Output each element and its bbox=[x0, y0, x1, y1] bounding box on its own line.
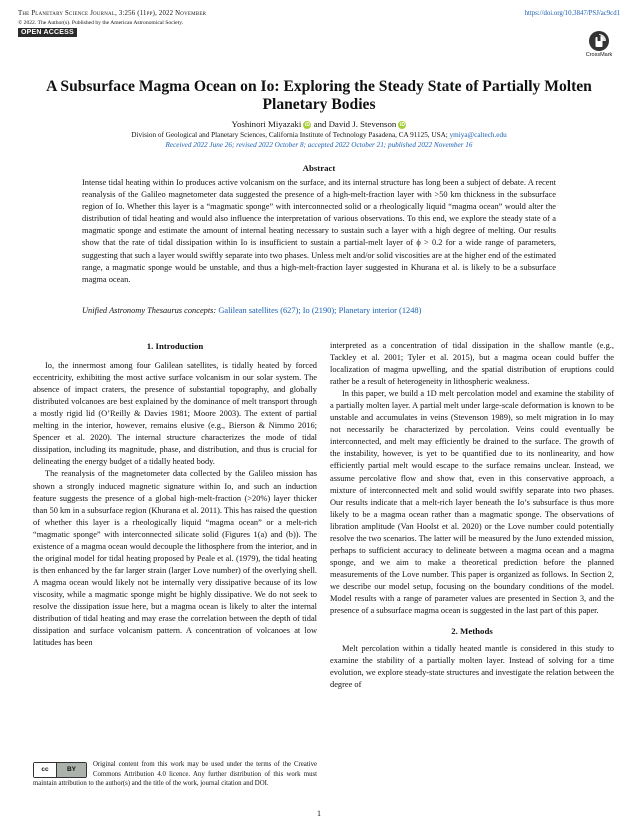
author-separator: and bbox=[311, 119, 329, 129]
open-access-badge: OPEN ACCESS bbox=[18, 28, 77, 37]
paragraph: Io, the innermost among four Galilean satellites, is tidally heated by forced eccentricity, exhibiting the most active surface volcanism in our solar system. The absence of impact craters, the presence of substantial topography, and globally distributed volcanoes are best explained by the dominance of melt transport through a mostly rigid lid (O’Reilly & Davies 1981; Moore 2003). The extent of partial melting in the interior, however, remains elusive (e.g., Bierson & Nimmo 2016; Spencer et al. 2020). The internal structure characterizes the mode of tidal dissipation, including its magnitude, phase, and distribution, and thus is crucial for delineating the energy budget of a tidally heated body. bbox=[33, 361, 317, 467]
journal-citation: The Planetary Science Journal, 3:256 (11pp), 2022 November bbox=[18, 10, 207, 17]
section-heading-introduction: 1. Introduction bbox=[146, 341, 204, 351]
author-name: David J. Stevenson bbox=[328, 119, 397, 129]
section-heading-methods: 2. Methods bbox=[451, 626, 493, 637]
publication-dates: Received 2022 June 26; revised 2022 October 8; accepted 2022 October 21; published 2022 November 16 bbox=[165, 141, 473, 149]
license-text: Original content from this work may be used under the terms of the Creative Commons Attribution 4.0 licence. Any further distribution of this work must maintain attribution to the author(s) and the title of the work, journal citation and DOI. bbox=[33, 761, 317, 788]
abstract-text: Intense tidal heating within Io produces active volcanism on the surface, and its internal structure has long been a subject of debate. A recent reanalysis of the Galileo magnetometer data suggested the presence of a high-melt-fraction layer with >50 km thickness in the subsurface region of Io. Whether this layer is a “magmatic sponge” with interconnected solid or a rheologically liquid “magma ocean” would alter the distribution of tidal heating and would also influence the interpretation of various observations. To this end, we explore the steady state of a magmatic sponge and estimate the amount of internal heating necessary to sustain such a layer with a high degree of melting. Our results show that the rate of tidal dissipation within Io is insufficient to sustain a partial-melt layer of ϕ > 0.2 for a wide range of parameters, suggesting that such a layer would swiftly separate into two phases. Unless melt and/or solid viscosities are at the higher end of the estimated range, a magmatic sponge would be unstable, and thus a high-melt-fraction layer suggested in Khurana et al. is likely to be a subsurface magma ocean. bbox=[82, 178, 556, 284]
page-number: 1 bbox=[317, 809, 321, 818]
paragraph: Melt percolation within a tidally heated mantle is considered in this study to examine the stability of a partially molten layer. Instead of solving for a time evolution, we explore steady-state structures and investigate the relation between the degree of bbox=[330, 644, 614, 690]
copyright-notice: © 2022. The Author(s). Published by the American Astronomical Society. bbox=[18, 19, 184, 26]
paragraph: In this paper, we build a 1D melt percolation model and examine the stability of a partially molten layer. A partial melt under large-scale deformation is known to be unstable and accumulates in veins (Stevenson 1989), so melt migration in Io may not necessarily be characterized by percolation. Veins could eventually be interconnected, and melt may efficiently be drained to the surface. The growth of the instability, however, is yet to be quantified due to its nonlinearity, and how efficiently partial melt would escape to the surface remains unclear. Instead, we assume percolative flow and show that, even in this conservative approach, a mixture of interconnected melt and solid would swiftly separate into two phases. Our results indicate that a melt-rich layer beneath the Io’s subsurface is thus more likely to be a magma ocean rather than a magmatic sponge. The observations of libration amplitude (Van Hoolst et al. 2020) or the Love number could potentially resolve the two scenarios. The latter will be measured by the Juno extended mission, perhaps to sufficient accuracy to delineate between a magma ocean and a magma sponge, and we aim to make a theoretical prediction before the planned measurements of the Love number. This paper is organized as follows. In Section 2, we describe our model setup, focusing on the boundary conditions of the model. Model results with a range of parameter values are presented in Section 3, and the presence of a subsurface magma ocean is suggested in the last part of this paper. bbox=[330, 389, 614, 616]
doi-link[interactable]: https://doi.org/10.3847/PSJ/ac9cd1 bbox=[524, 10, 620, 17]
author-name: Yoshinori Miyazaki bbox=[231, 119, 302, 129]
abstract-heading: Abstract bbox=[302, 163, 336, 173]
orcid-icon[interactable]: iD bbox=[399, 122, 405, 128]
left-column bbox=[33, 340, 317, 649]
paragraph: interpreted as a concentration of tidal dissipation in the shallow mantle (e.g., Tackley et al. 2001; Tyler et al. 2015), but a magma ocean could buffer the localization of magma upwelling, and the spatial distribution of eruptions could rather be a result of heterogeneity in lithospheric weakness. bbox=[330, 341, 614, 387]
orcid-icon[interactable]: iD bbox=[304, 122, 310, 128]
keywords-label: Unified Astronomy Thesaurus concepts: bbox=[82, 306, 217, 315]
cc-by-badge[interactable] bbox=[33, 762, 87, 778]
paper-title: A Subsurface Magma Ocean on Io: Exploring the Steady State of Partially Molten Planetary Bodies bbox=[46, 78, 592, 113]
right-column bbox=[330, 340, 614, 691]
crossmark-badge[interactable] bbox=[580, 30, 618, 58]
journal-header bbox=[18, 10, 206, 38]
keywords bbox=[82, 305, 556, 317]
cc-icon: cc bbox=[34, 763, 57, 777]
email-link[interactable]: ymiya@caltech.edu bbox=[449, 131, 507, 139]
crossmark-label: CrossMark bbox=[585, 52, 613, 58]
crossmark-icon bbox=[588, 30, 610, 52]
affiliation bbox=[0, 131, 638, 139]
author-list bbox=[0, 119, 638, 129]
keywords-links[interactable]: Galilean satellites (627); Io (2190); Planetary interior (1248) bbox=[218, 306, 422, 315]
by-icon: BY bbox=[57, 763, 86, 777]
affiliation-text: Division of Geological and Planetary Sciences, California Institute of Technology Pasadena, CA 91125, USA; bbox=[131, 131, 450, 139]
paragraph: The reanalysis of the magnetometer data collected by the Galileo mission has shown a strongly induced magnetic signature within Io, and such an induction feature suggests the presence of a global high-melt-fraction (>20%) layer thicker than 50 km in a subsurface region (Khurana et al. 2011). This has raised the question of whether this layer is a rheologically liquid “magma ocean” or a melt-rich “magmatic sponge” with interconnected silicate solid (Figures 1(a) and (b)). The existence of a magma ocean would decouple the lithosphere from the interior, and in the original model for tidal heating proposed by Peale et al. (1979), the tidal heating is then enhanced by the far larger strain (larger Love number) of the overlying shell. A magma ocean would likely not be internally very dissipative because of its low viscosity, while a magmatic sponge might be highly dissipative. We do not seek to resolve the dissipation issue here, but a magma ocean is likely to alter the internal distribution of tidal heating and may erase the correlation between the depth of tidal dissipation and surface volcanism pattern. A concentration of volcanoes at low latitudes has been bbox=[33, 469, 317, 648]
license-notice bbox=[33, 760, 317, 789]
